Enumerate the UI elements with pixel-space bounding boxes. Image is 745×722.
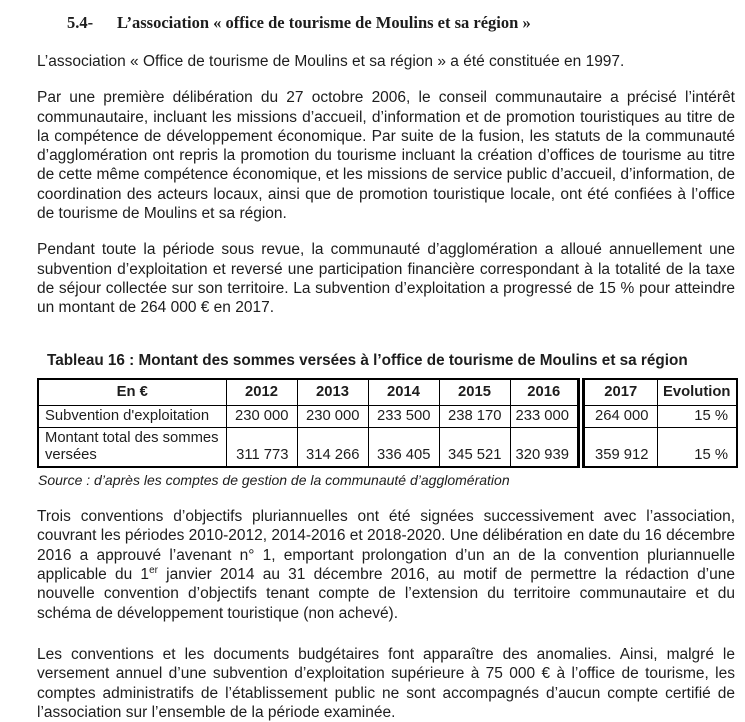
paragraph-deliberation-2006: Par une première délibération du 27 octobre 2006, le conseil communautaire a précisé l’intérêt communautaire, incluant les missions d’accueil, d’information et de promotion touristiques au titre de la compétence de développement économique. Par suite de la fusion, les statuts de la communauté d’agglomération ont repris la promotion du tourisme incluant la création d’offices de tourisme au titre de cette même compétence économique, et les missions de service public d’accueil, d’information, de coordination des acteurs locaux, ainsi que de promotion touristique locale, ont été confiées à l’office de tourisme de Moulins et sa région. xyxy=(37,89,735,223)
data-cell: 264 000 xyxy=(581,405,657,427)
header-cell-2017: 2017 xyxy=(581,379,657,406)
header-cell-evolution: Evolution xyxy=(657,379,737,406)
table-header-row xyxy=(38,379,737,406)
paragraph-conventions xyxy=(37,507,735,623)
paragraph-anomalies: Les conventions et les documents budgétaires font apparaître des anomalies. Ainsi, malgré le versement annuel d’une subvention d’exploitation supérieure à 75 000 € à l’office de tourisme, les comptes administratifs de l’établissement public ne sont accompagnés d’aucun compte certifié de l’association sur l’ensemble de la période examinée. xyxy=(37,645,735,721)
section-title: L’association « office de tourisme de Moulins et sa région » xyxy=(117,13,531,32)
header-cell-2015: 2015 xyxy=(439,379,510,406)
data-cell: 15 % xyxy=(657,405,737,427)
data-cell: 345 521 xyxy=(439,427,510,467)
data-cell: 230 000 xyxy=(226,405,297,427)
header-cell-2012: 2012 xyxy=(226,379,297,406)
data-cell: 233 000 xyxy=(510,405,581,427)
paragraph-association-1997: L’association « Office de tourisme de Moulins et sa région » a été constituée en 1997. xyxy=(37,53,625,70)
header-cell-unit: En € xyxy=(38,379,226,406)
data-cell: 238 170 xyxy=(439,405,510,427)
row-label: Montant total des sommes versées xyxy=(38,427,226,467)
section-number: 5.4- xyxy=(67,13,94,32)
data-cell: 230 000 xyxy=(297,405,368,427)
table-row-montant-total xyxy=(38,427,737,467)
data-cell: 314 266 xyxy=(297,427,368,467)
header-cell-2013: 2013 xyxy=(297,379,368,406)
data-cell: 359 912 xyxy=(581,427,657,467)
table-row-subvention xyxy=(38,405,737,427)
header-cell-2014: 2014 xyxy=(368,379,439,406)
table-montants xyxy=(37,378,738,468)
section-heading xyxy=(37,13,735,33)
table-source: Source : d’après les comptes de gestion de la communauté d’agglomération xyxy=(38,471,510,488)
data-cell: 15 % xyxy=(657,427,737,467)
data-cell: 320 939 xyxy=(510,427,581,467)
row-label: Subvention d'exploitation xyxy=(38,405,226,427)
data-cell: 233 500 xyxy=(368,405,439,427)
header-cell-2016: 2016 xyxy=(510,379,581,406)
data-cell: 311 773 xyxy=(226,427,297,467)
data-cell: 336 405 xyxy=(368,427,439,467)
paragraph-conventions-text-1: Trois conventions d’objectifs pluriannuelles ont été signées successivement avec l’association, couvrant les périodes 2010-2012, 2014-2016 et 2018-2020. Une délibération en date du 16 décembre 2016 a approuvé l’avenant n° 1, emportant prolongation d’un an de la convention pluriannuelle applicable du 1 xyxy=(37,508,736,584)
table-caption: Tableau 16 : Montant des sommes versées à l’office de tourisme de Moulins et sa région xyxy=(47,351,688,369)
paragraph-subvention: Pendant toute la période sous revue, la communauté d’agglomération a alloué annuellement une subvention d’exploitation et reversé une participation financière correspondant à la totalité de la taxe de séjour collectée sur son territoire. La subvention d’exploitation a progressé de 15 % pour atteindre un montant de 264 000 € en 2017. xyxy=(37,241,735,317)
paragraph-conventions-text-2: janvier 2014 au 31 décembre 2016, au motif de permettre la rédaction d’une nouvelle convention d’objectifs tenant compte de l’extension du territoire communautaire et du schéma de développement touristique (non achevé). xyxy=(37,566,735,622)
ordinal-superscript: er xyxy=(149,564,158,576)
